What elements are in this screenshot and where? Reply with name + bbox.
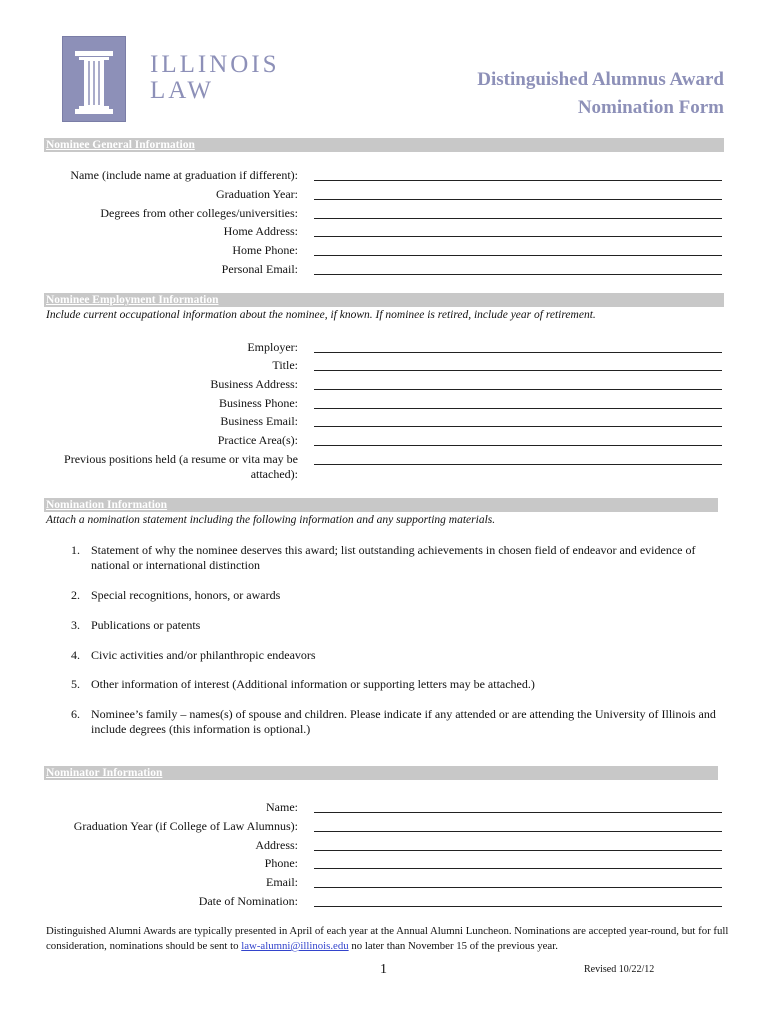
section-header-nominator: Nominator Information xyxy=(44,766,718,780)
list-item-number: 5. xyxy=(71,677,80,691)
field-label-nominator-name: Name: xyxy=(266,800,298,814)
field-label-previous-positions: Previous positions held (a resume or vita may be attached): xyxy=(64,452,298,481)
field-label-name: Name (include name at graduation if different): xyxy=(70,168,298,182)
page-title xyxy=(477,66,724,122)
list-item-number: 4. xyxy=(71,648,80,662)
field-input-title[interactable] xyxy=(314,370,722,371)
section-header-general: Nominee General Information xyxy=(44,138,724,152)
field-label-nominator-graduation-year: Graduation Year (if College of Law Alumnus): xyxy=(73,819,298,833)
field-label-business-phone: Business Phone: xyxy=(218,396,298,410)
field-label-employer: Employer: xyxy=(247,340,298,354)
list-item-text: Special recognitions, honors, or awards xyxy=(91,588,281,602)
title-line-1: Distinguished Alumnus Award xyxy=(477,69,724,90)
list-item-number: 1. xyxy=(71,543,80,557)
field-label-title: Title: xyxy=(272,358,298,372)
field-label-business-address: Business Address: xyxy=(210,377,298,391)
field-input-personal-email[interactable] xyxy=(314,274,722,275)
field-input-graduation-year[interactable] xyxy=(314,199,722,200)
list-item-text: Nominee’s family – names(s) of spouse and children. Please indicate if any attended or are attending the University of Illinois and include degrees (this information is optional.) xyxy=(91,707,716,736)
field-label-graduation-year: Graduation Year: xyxy=(216,187,298,201)
field-input-employer[interactable] xyxy=(314,352,722,353)
field-input-practice-areas[interactable] xyxy=(314,445,722,446)
revision-date: Revised 10/22/12 xyxy=(584,964,655,975)
footer-note: Distinguished Alumni Awards are typically presented in April of each year at the Annual Alumni Luncheon. Nominations are accepted year-round, but for full consideration, nominations should be sent to law-alumni@illinois.edu no later than November 15 of the previous year. xyxy=(46,925,729,952)
field-label-nominator-phone: Phone: xyxy=(264,856,298,870)
field-input-nominator-name[interactable] xyxy=(314,812,722,813)
field-label-date-of-nomination: Date of Nomination: xyxy=(198,894,298,908)
list-item-text: Statement of why the nominee deserves this award; list outstanding achievements in chosen field of endeavor and evidence of national or international distinction xyxy=(91,543,696,572)
field-input-nominator-graduation-year[interactable] xyxy=(314,831,722,832)
field-label-nominator-email: Email: xyxy=(266,875,298,889)
logo-line-2: LAW xyxy=(150,77,214,104)
column-icon xyxy=(63,37,125,121)
field-input-name[interactable] xyxy=(314,180,722,181)
illinois-law-logo-mark xyxy=(62,36,126,122)
field-label-practice-areas: Practice Area(s): xyxy=(217,433,298,447)
field-label-nominator-address: Address: xyxy=(255,838,298,852)
page-number: 1 xyxy=(380,962,387,977)
list-item-number: 3. xyxy=(71,618,80,632)
list-item-text: Civic activities and/or philanthropic endeavors xyxy=(91,648,316,662)
field-input-date-of-nomination[interactable] xyxy=(314,906,722,907)
field-input-business-phone[interactable] xyxy=(314,408,722,409)
field-input-nominator-phone[interactable] xyxy=(314,868,722,869)
logo-line-1: ILLINOIS xyxy=(150,51,280,78)
field-label-business-email: Business Email: xyxy=(220,414,298,428)
list-item-number: 2. xyxy=(71,588,80,602)
employment-note: Include current occupational information about the nominee, if known. If nominee is retired, include year of retirement. xyxy=(46,309,596,321)
field-label-home-address: Home Address: xyxy=(223,224,298,238)
list-item-number: 6. xyxy=(71,707,80,721)
field-input-nominator-address[interactable] xyxy=(314,850,722,851)
field-input-business-email[interactable] xyxy=(314,426,722,427)
section-header-nomination: Nomination Information xyxy=(44,498,718,512)
field-label-degrees: Degrees from other colleges/universities: xyxy=(100,206,298,220)
field-input-previous-positions[interactable] xyxy=(314,464,722,465)
logo-wordmark xyxy=(150,52,280,104)
field-input-home-address[interactable] xyxy=(314,236,722,237)
field-input-degrees[interactable] xyxy=(314,218,722,219)
nomination-note: Attach a nomination statement including the following information and any supporting materials. xyxy=(46,514,496,526)
section-header-employment: Nominee Employment Information xyxy=(44,293,724,307)
list-item-text: Other information of interest (Additional information or supporting letters may be attached.) xyxy=(91,677,535,691)
field-input-nominator-email[interactable] xyxy=(314,887,722,888)
field-label-home-phone: Home Phone: xyxy=(232,243,298,257)
list-item-text: Publications or patents xyxy=(91,618,201,632)
title-line-2: Nomination Form xyxy=(577,97,724,118)
field-label-personal-email: Personal Email: xyxy=(221,262,298,276)
field-input-business-address[interactable] xyxy=(314,389,722,390)
field-input-home-phone[interactable] xyxy=(314,255,722,256)
alumni-email-link[interactable]: law-alumni@illinois.edu xyxy=(241,940,349,952)
